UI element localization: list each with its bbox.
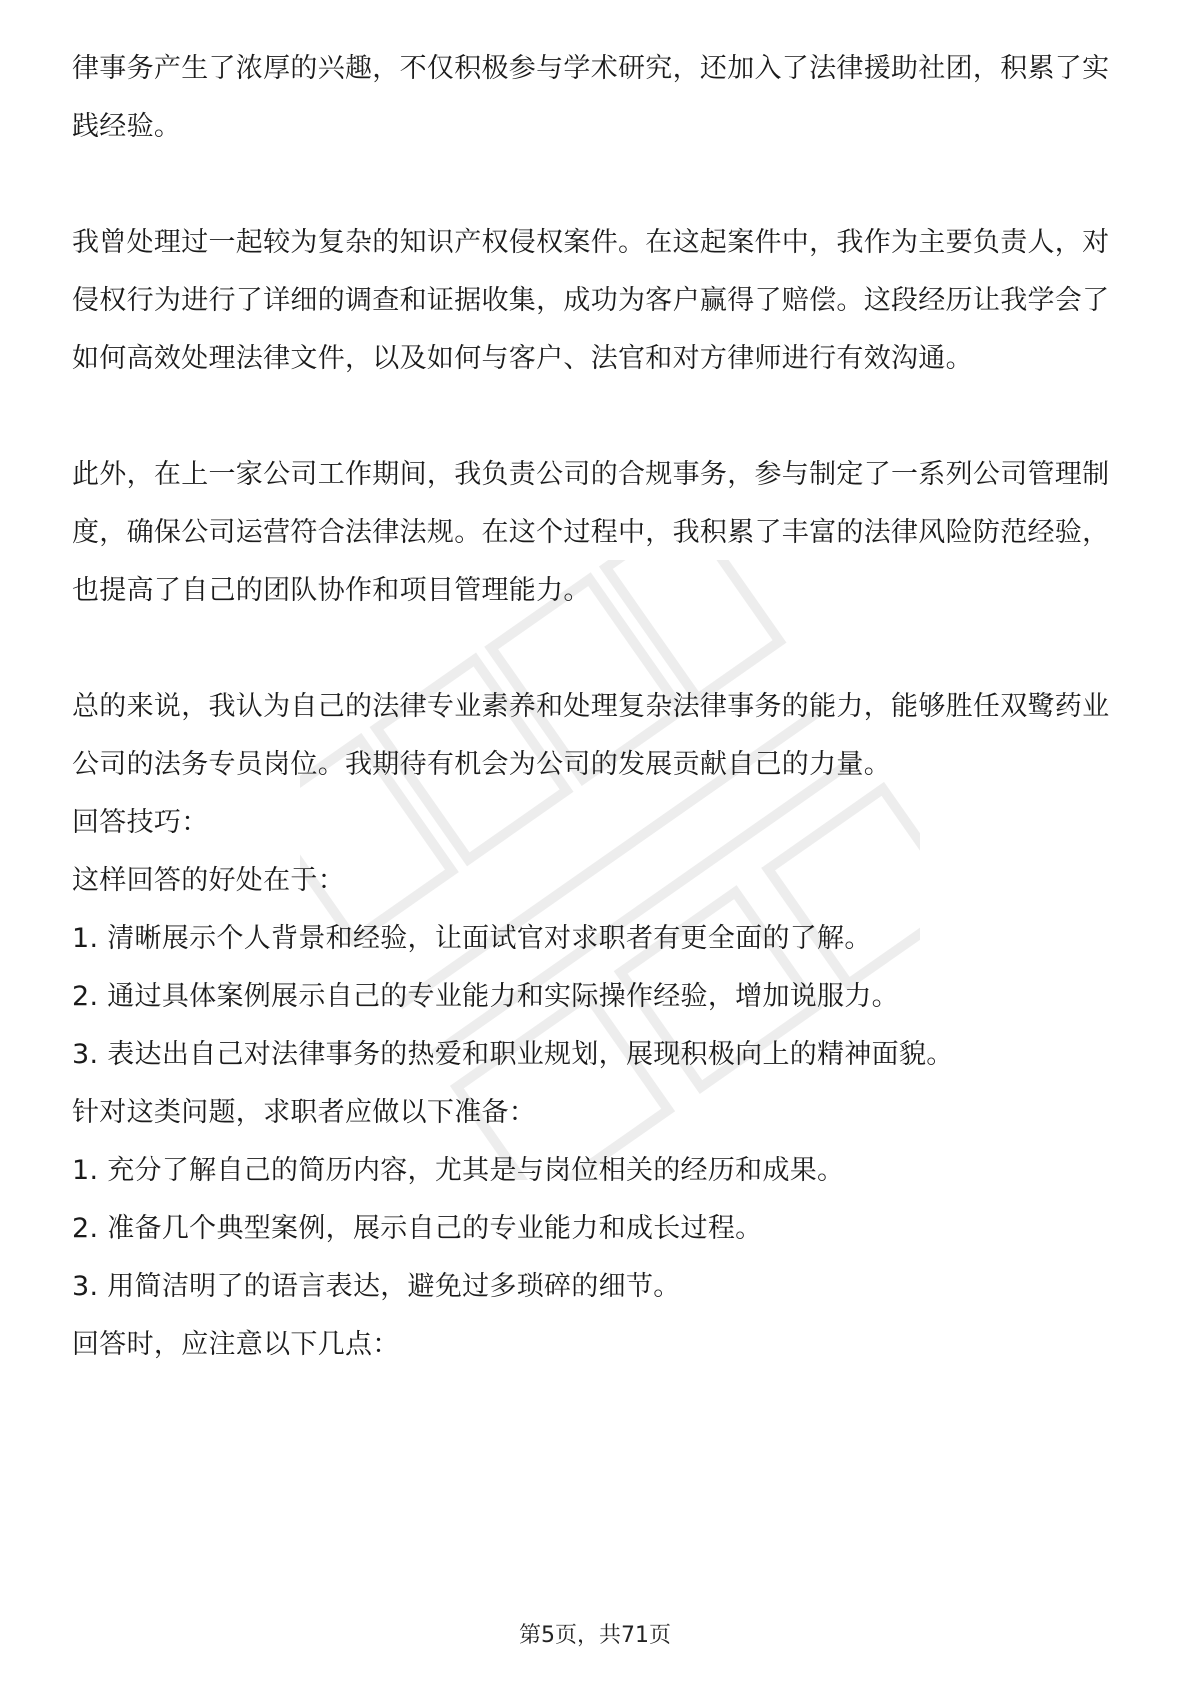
prep-intro: 针对这类问题，求职者应做以下准备： xyxy=(72,1097,537,1128)
prep-item: 1. 充分了解自己的简历内容，尤其是与岗位相关的经历和成果。 xyxy=(72,1155,845,1186)
prep-item: 2. 准备几个典型案例，展示自己的专业能力和成长过程。 xyxy=(72,1213,763,1244)
paragraph-4: 总的来说，我认为自己的法律专业素养和处理复杂法律事务的能力，能够胜任双鹭药业公司的法务专员岗位。我期待有机会为公司的发展贡献自己的力量。 xyxy=(72,691,1110,780)
paragraph-1: 律事务产生了浓厚的兴趣，不仅积极参与学术研究，还加入了法律援助社团，积累了实践经验。 xyxy=(72,53,1110,142)
paragraph-2: 我曾处理过一起较为复杂的知识产权侵权案件。在这起案件中，我作为主要负责人，对侵权行为进行了详细的调查和证据收集，成功为客户赢得了赔偿。这段经历让我学会了如何高效处理法律文件，以及如何与客户、法官和对方律师进行有效沟通。 xyxy=(72,227,1110,374)
page-number: 第5页，共71页 xyxy=(519,1623,671,1648)
tips-intro: 这样回答的好处在于： xyxy=(72,865,345,896)
prep-item: 3. 用简洁明了的语言表达，避免过多琐碎的细节。 xyxy=(72,1271,681,1302)
notes-intro: 回答时，应注意以下几点： xyxy=(72,1329,400,1360)
tips-heading: 回答技巧： xyxy=(72,807,209,838)
tips-item: 3. 表达出自己对法律事务的热爱和职业规划，展现积极向上的精神面貌。 xyxy=(72,1039,954,1070)
document-body xyxy=(72,40,1122,1374)
tips-item: 1. 清晰展示个人背景和经验，让面试官对求职者有更全面的了解。 xyxy=(72,923,872,954)
tips-item: 2. 通过具体案例展示自己的专业能力和实际操作经验，增加说服力。 xyxy=(72,981,899,1012)
paragraph-3: 此外，在上一家公司工作期间，我负责公司的合规事务，参与制定了一系列公司管理制度，确保公司运营符合法律法规。在这个过程中，我积累了丰富的法律风险防范经验，也提高了自己的团队协作和项目管理能力。 xyxy=(72,459,1110,606)
